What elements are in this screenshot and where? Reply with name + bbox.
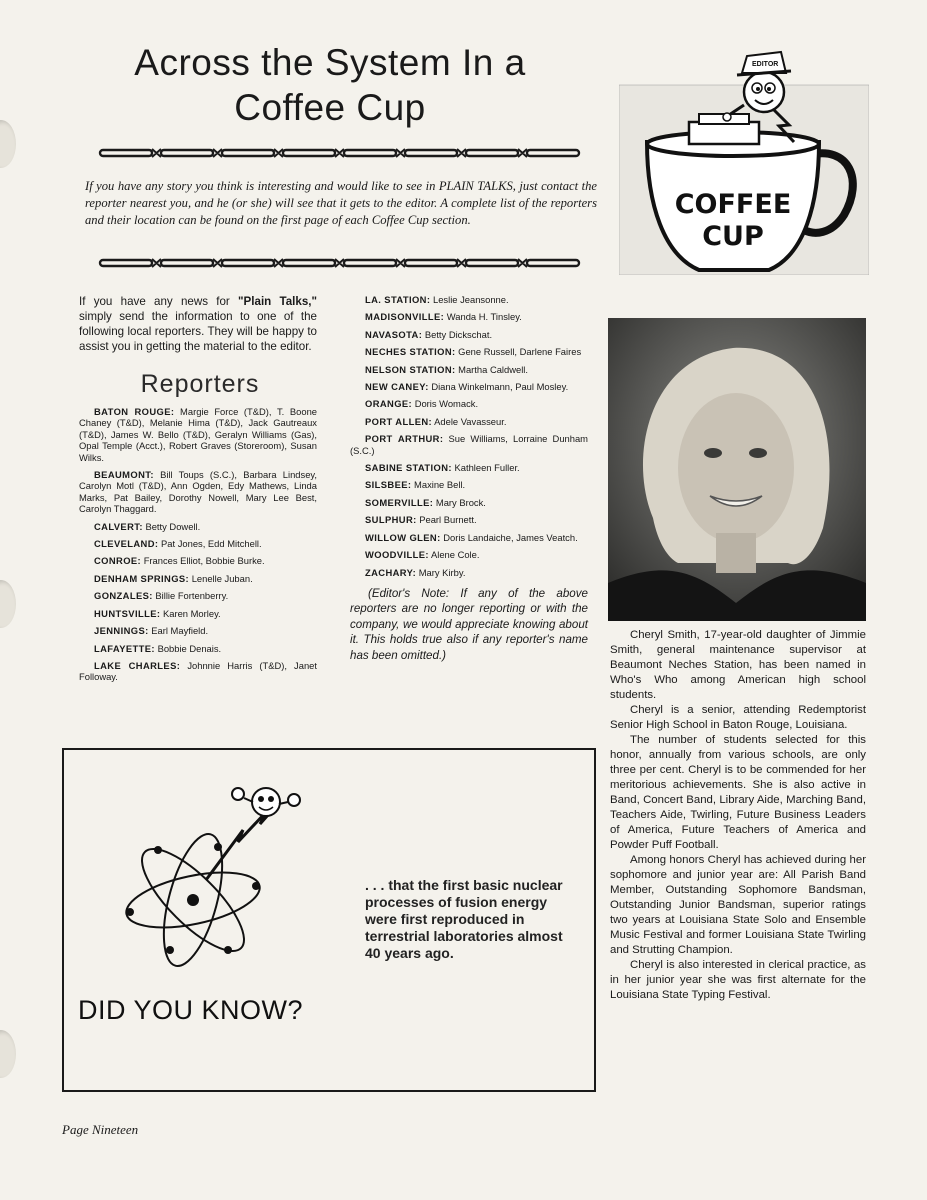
reporters-heading: Reporters <box>140 370 260 398</box>
page-number: Page Nineteen <box>62 1122 139 1137</box>
lead-paragraph <box>79 294 317 354</box>
lead-prefix: If you have any news for <box>79 295 239 308</box>
reporter-entry: MADISONVILLE: Wanda H. Tinsley. <box>365 311 522 323</box>
hat-label: EDITOR <box>752 61 779 68</box>
reporter-entry: PORT ARTHUR: Sue Williams, Lorraine Dunham (S.C.) <box>350 433 588 456</box>
reporter-entry: GONZALES: Billie Fortenberry. <box>94 590 229 602</box>
chain-divider-top <box>98 147 588 159</box>
reporter-entry: BEAUMONT: Bill Toups (S.C.), Barbara Lindsey, Carolyn Motl (T&D), Ann Ogden, Edy Mathews, Linda Marks, Pat Bailey, Dorothy Nowell, Mary Lee Best, Carolyn Thaggard. <box>79 469 317 515</box>
title-line-2: Coffee Cup <box>234 87 426 128</box>
reporter-entry: SOMERVILLE: Mary Brock. <box>365 496 486 508</box>
reporter-entry: SULPHUR: Pearl Burnett. <box>365 514 477 526</box>
reporters-column-1 <box>79 406 317 689</box>
reporter-entry: SABINE STATION: Kathleen Fuller. <box>365 462 520 474</box>
reporter-entry: DENHAM SPRINGS: Lenelle Juban. <box>94 572 253 584</box>
article-paragraph: Cheryl is a senior, attending Redemptorist Senior High School in Baton Rouge, Louisiana. <box>610 704 866 731</box>
reporter-entry: WILLOW GLEN: Doris Landaiche, James Veatch. <box>365 531 578 543</box>
reporter-entry: NEW CANEY: Diana Winkelmann, Paul Mosley. <box>365 381 569 393</box>
cheryl-smith-article <box>610 628 866 1003</box>
editor-note: (Editor's Note: If any of the above reporters are no longer reporting or with the company, we would appreciate knowing about it. This holds true also if any reporter's name has been omitted.) <box>350 586 588 662</box>
reporter-entry: LAFAYETTE: Bobbie Denais. <box>94 642 222 654</box>
reporter-entry: NAVASOTA: Betty Dickschat. <box>365 328 493 340</box>
reporter-entry: LAKE CHARLES: Johnnie Harris (T&D), Janet Followay. <box>79 659 317 683</box>
chain-divider-bottom <box>98 257 588 269</box>
reporter-entry: NECHES STATION: Gene Russell, Darlene Faires <box>365 346 582 358</box>
reporter-entry: LA. STATION: Leslie Jeansonne. <box>365 294 509 305</box>
binder-hole-bottom <box>0 1030 16 1078</box>
reporter-entry: CLEVELAND: Pat Jones, Edd Mitchell. <box>94 538 262 550</box>
atom-mascot-icon <box>118 780 318 970</box>
title-line-1: Across the System In a <box>134 42 526 83</box>
reporter-entry: CONROE: Frances Elliot, Bobbie Burke. <box>94 555 265 567</box>
coffee-cup-logo <box>619 30 869 275</box>
binder-hole-middle <box>0 580 16 628</box>
reporter-entry: JENNINGS: Earl Mayfield. <box>94 625 209 637</box>
reporter-entry: ORANGE: Doris Womack. <box>365 398 479 410</box>
reporter-entry: WOODVILLE: Alene Cole. <box>365 549 480 561</box>
reporter-entry: ZACHARY: Mary Kirby. <box>365 566 466 578</box>
did-you-know-title: DID YOU KNOW? <box>78 995 304 1025</box>
page-title <box>60 40 600 130</box>
reporter-entry: PORT ALLEN: Adele Vavasseur. <box>365 415 507 427</box>
lead-bold: "Plain Talks," <box>238 295 317 308</box>
lead-suffix: simply send the information to one of the following local reporters. They will be happy to assist you in getting the material to the editor. <box>79 310 317 353</box>
reporter-entry: CALVERT: Betty Dowell. <box>94 520 201 532</box>
article-paragraph: Among honors Cheryl has achieved during her sophomore and junior year are: All Parish Band Member, Outstanding Sophomore Bandsman, Outstanding Junior Bandsman, superior ratings two years at Louisiana State Solo and Ensemble Music Festival and former Louisiana State Twirling and Strutting Champion. <box>610 854 866 956</box>
cup-text-line-2: CUP <box>702 221 764 252</box>
article-paragraph: Cheryl is also interested in clerical practice, as in her junior year she was first alternate for the Louisiana State Typing Festival. <box>610 959 866 1001</box>
cup-text-line-1: COFFEE <box>674 189 792 220</box>
intro-paragraph: If you have any story you think is interesting and would like to see in PLAIN TALKS, just contact the reporter nearest you, and he (or she) will see that it gets to the editor. A complete list of the reporters and their location can be found on the first page of each Coffee Cup section. <box>85 179 597 227</box>
binder-hole-top <box>0 120 16 168</box>
article-paragraph: Cheryl Smith, 17-year-old daughter of Jimmie Smith, general maintenance supervisor at Beaumont Neches Station, has been named in Who's Who among American high school students. <box>610 629 866 701</box>
reporter-entry: BATON ROUGE: Margie Force (T&D), T. Boone Chaney (T&D), Melanie Hima (T&D), Jack Gautreaux (T&D), James W. Bello (T&D), Geralyn Williams (Gas), Opal Temple (Acct.), Robert Graves (Storeroom), Susan Wilks. <box>79 406 318 463</box>
reporters-column-2 <box>350 294 588 663</box>
reporter-entry: NELSON STATION: Martha Caldwell. <box>365 363 528 375</box>
reporter-entry: HUNTSVILLE: Karen Morley. <box>94 607 221 619</box>
article-paragraph: The number of students selected for this honor, annually from various schools, are only three per cent. Cheryl is to be commended for her meritorious achievements. She is also active in Band, Concert Band, Library Aide, Marching Band, Teachers Aide, Twirling, Future Business Leaders of America, Future Teachers of America and Powder Puff Football. <box>610 734 866 851</box>
portrait-photo <box>608 318 866 621</box>
fusion-fact: . . . that the first basic nuclear processes of fusion energy were first reproduced in terrestrial laboratories almost 40 years ago. <box>365 877 563 961</box>
reporter-entry: SILSBEE: Maxine Bell. <box>365 479 466 491</box>
